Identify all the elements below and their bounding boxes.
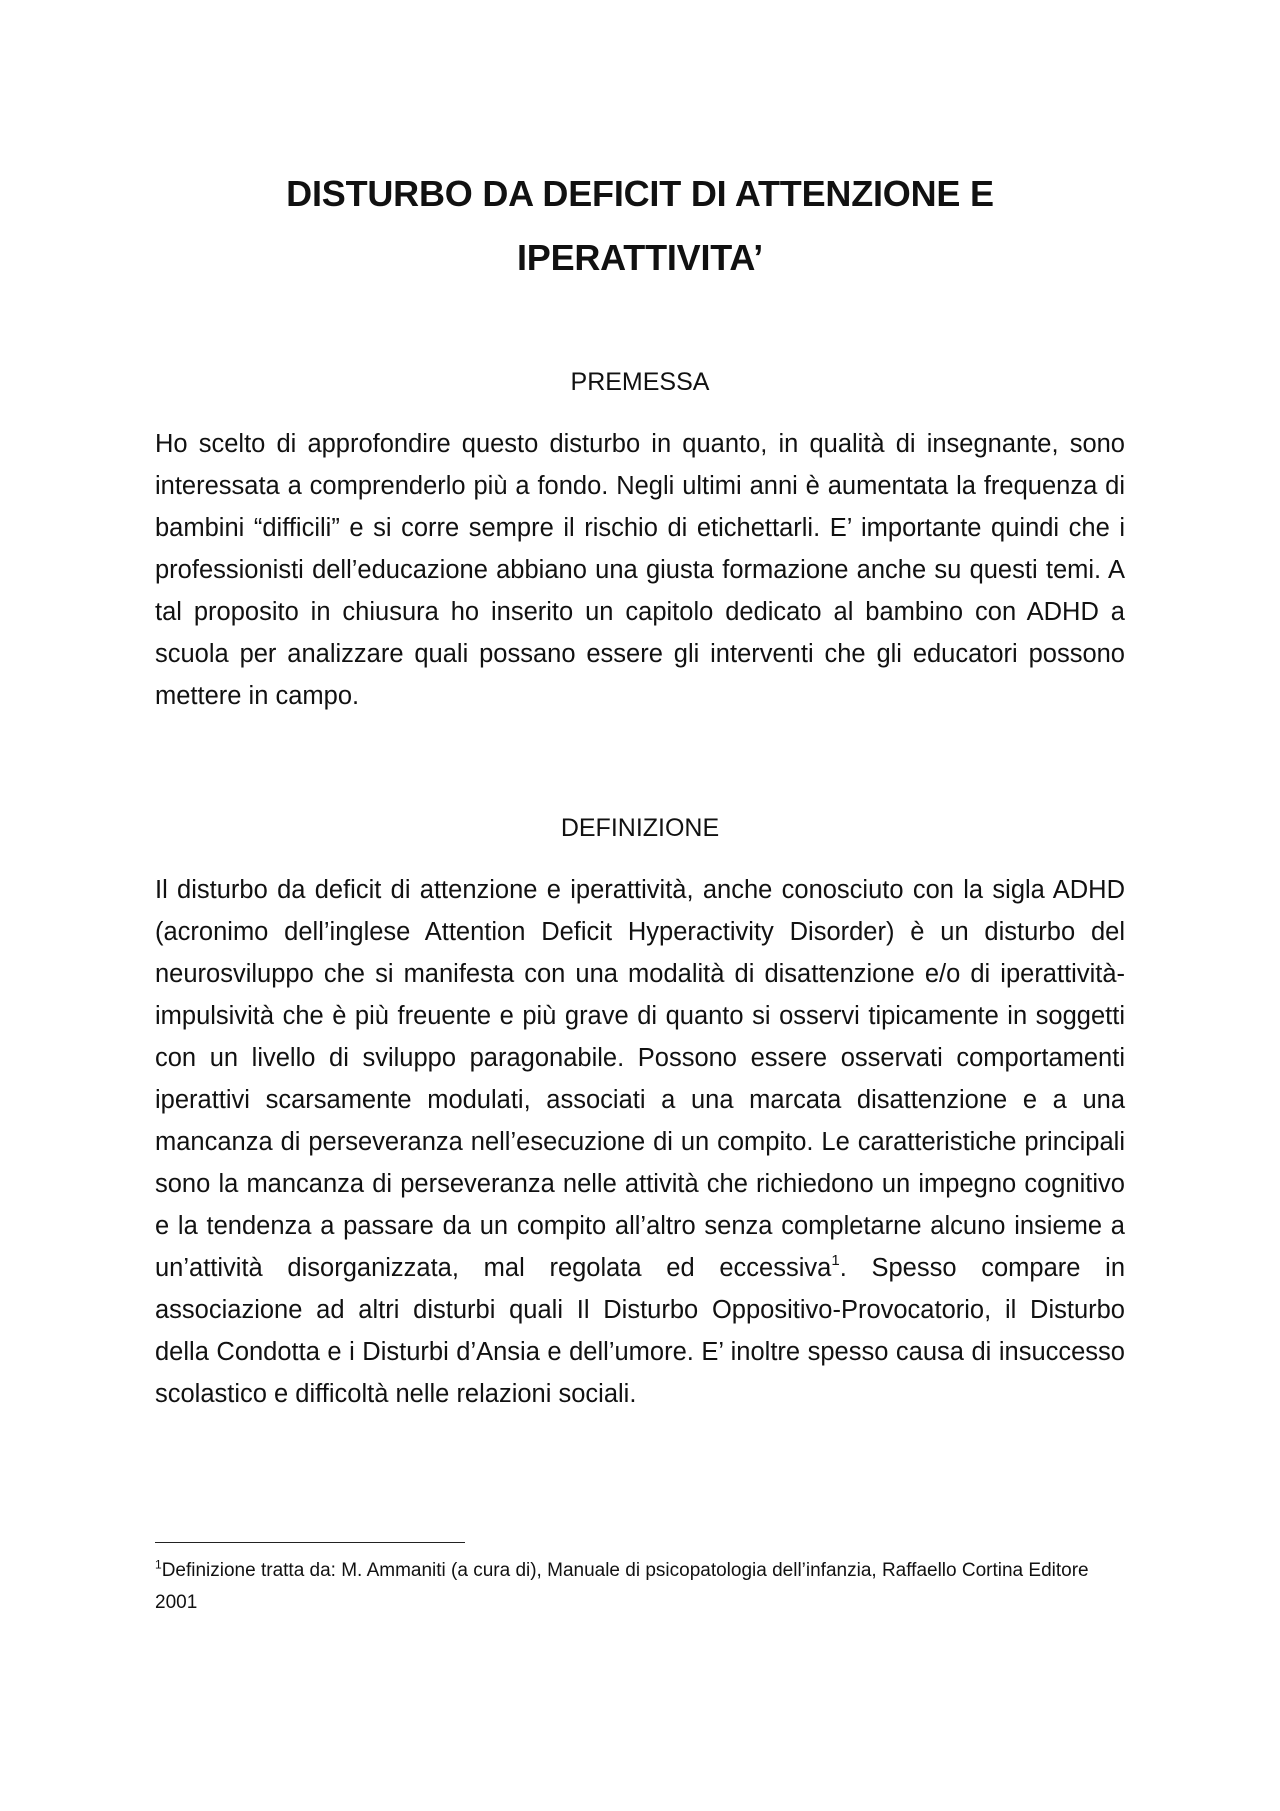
definizione-text-part-1: Il disturbo da deficit di attenzione e iperattività, anche conosciuto con la sigla ADHD (acronimo dell’inglese Attention Deficit Hyperactivity Disorder) è un disturbo del neurosviluppo che si manifesta con una modalità di disattenzione e/o di iperattività-impulsività che è più freuente e più grave di quanto si osservi tipicamente in soggetti con un livello di sviluppo paragonabile. Possono essere osservati comportamenti iperattivi scarsamente modulati, associati a una marcata disattenzione e a una mancanza di perseveranza nell’esecuzione di un compito. Le caratteristiche principali sono la mancanza di perseveranza nelle attività che richiedono un impegno cognitivo e la tendenza a passare da un compito all’altro senza completarne alcuno insieme a un’attività disorganizzata, mal regolata ed eccessiva	[155, 876, 1125, 1282]
footnote	[155, 1555, 1125, 1619]
paragraph-premessa	[155, 423, 1125, 717]
footnote-separator	[155, 1542, 465, 1543]
title-line-1: DISTURBO DA DEFICIT DI ATTENZIONE E	[286, 173, 994, 214]
footnote-text: Definizione tratta da: M. Ammaniti (a cura di), Manuale di psicopatologia dell’infanzia, Raffaello Cortina Editore 2001	[155, 1560, 1089, 1613]
definizione-text	[155, 869, 1125, 1415]
premessa-text: Ho scelto di approfondire questo disturbo in quanto, in qualità di insegnante, sono interessata a comprenderlo più a fondo. Negli ultimi anni è aumentata la frequenza di bambini “difficili” e si corre sempre il rischio di etichettarli. E’ importante quindi che i professionisti dell’educazione abbiano una giusta formazione anche su questi temi. A tal proposito in chiusura ho inserito un capitolo dedicato al bambino con ADHD a scuola per analizzare quali possano essere gli interventi che gli educatori possono mettere in campo.	[155, 430, 1125, 710]
footnote-reference: 1	[831, 1251, 840, 1269]
document-title	[200, 162, 1080, 290]
definizione-text-part-2: . Spesso compare in associazione ad altri disturbi quali Il Disturbo Oppositivo-Provocatorio, il Disturbo della Condotta e i Disturbi d’Ansia e dell’umore. E’ inoltre spesso causa di insuccesso scolastico e difficoltà nelle relazioni sociali.	[155, 1254, 1126, 1408]
section-heading-definizione: DEFINIZIONE	[560, 814, 720, 842]
footnote-marker: 1	[155, 1557, 162, 1572]
paragraph-definizione	[155, 869, 1125, 1415]
title-line-2: IPERATTIVITA’	[516, 237, 764, 278]
section-heading-premessa: PREMESSA	[570, 368, 710, 396]
